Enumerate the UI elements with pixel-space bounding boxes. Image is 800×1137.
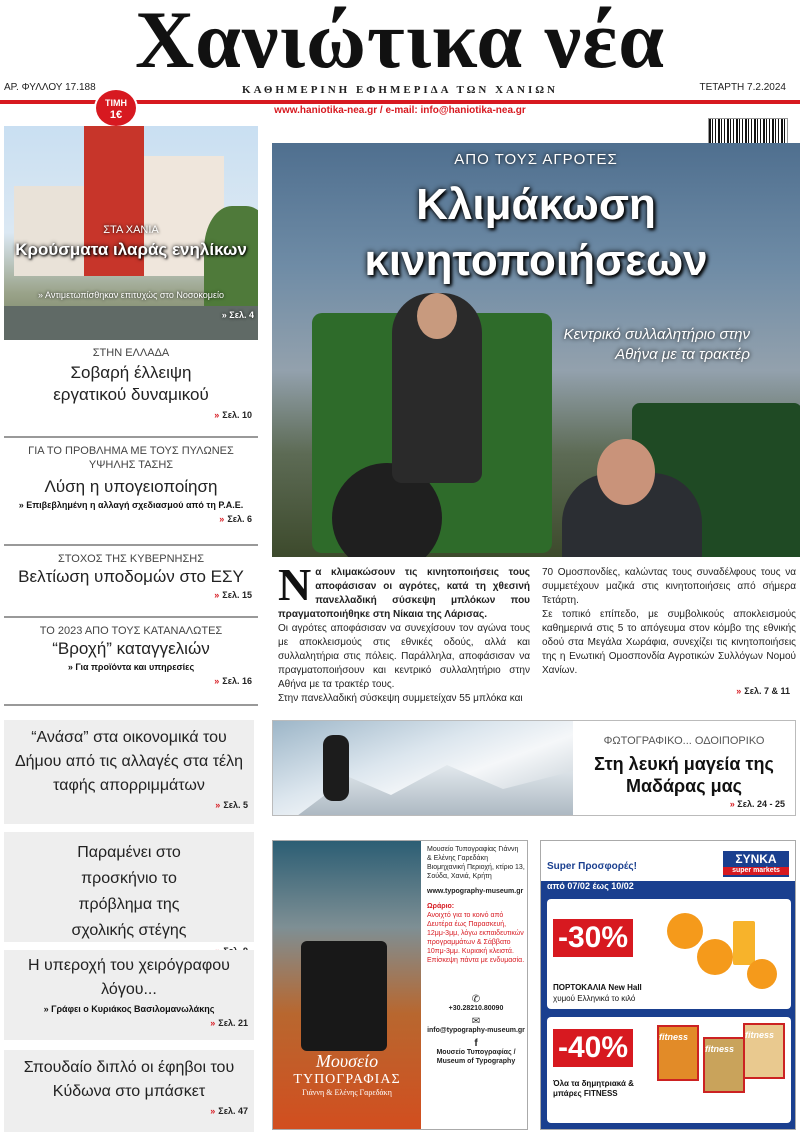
drop-cap: Ν xyxy=(278,559,312,610)
story-page: » Σελ. 6 xyxy=(219,514,252,524)
orange-shape xyxy=(747,959,777,989)
story-headline: “Βροχή” καταγγελιών xyxy=(52,639,210,658)
juice-glass-shape xyxy=(733,921,755,965)
story-kicker: ΣΤΗΝ ΕΛΛΑΔΑ xyxy=(92,347,170,359)
hours-title: Ωράριο: xyxy=(427,903,455,910)
printing-press-shape xyxy=(301,941,387,1051)
issue-date: ΤΕΤΑΡΤΗ 7.2.2024 xyxy=(699,82,786,93)
story-kicker: ΤΟ 2023 ΑΠΟ ΤΟΥΣ ΚΑΤΑΝΑΛΩΤΕΣ xyxy=(39,625,223,637)
story-headline: Λύση η υπογειοποίηση xyxy=(44,477,218,496)
story-sub: » Γράφει ο Κυριάκος Βασιλομανωλάκης xyxy=(43,1004,215,1014)
main-side-caption: Κεντρικό συλλαλητήριο στην Αθήνα με τα τρακτέρ xyxy=(563,326,750,363)
offer-text: ΠΟΡΤΟΚΑΛΙΑ New Hall xyxy=(553,983,642,992)
story-page: » Σελ. 21 xyxy=(210,1018,248,1028)
price-value: 1€ xyxy=(109,109,123,121)
story-page: » Σελ. 4 xyxy=(221,310,254,320)
story-page: » Σελ. 10 xyxy=(214,410,252,420)
article-paragraph: Σε τοπικό επίπεδο, με συμβολικούς αποκλεισμούς καθημερινά στις 5 το απόγευμα στον κόμβο της εθνικής οδού στα Μεγάλα Χωράφια, συνεχίζει τις κινητοποιήσεις της η Ενωτική Ομοσπονδία Αγροτικών Συλλόγων Νομού Χανίων. xyxy=(542,609,796,676)
mail-icon: ✉ xyxy=(471,1016,481,1027)
main-article-col2 xyxy=(542,566,796,698)
story-pylons[interactable] xyxy=(4,444,258,546)
museum-logo xyxy=(273,1051,421,1097)
cereal-box: fitness xyxy=(657,1025,699,1081)
main-story-photo[interactable] xyxy=(272,143,800,557)
museum-website[interactable]: www.typography-museum.gr xyxy=(427,888,524,895)
main-article-col1 xyxy=(278,559,530,706)
offer-oranges[interactable] xyxy=(547,899,791,1009)
offer-text: Όλα τα δημητριακά & μπάρες FITNESS xyxy=(553,1079,634,1098)
museum-hours: Ανοιχτό για το κοινό από Δευτέρα έως Παρασκευή, 12μμ-3μμ, λόγω εκπαιδευτικών προγραμμάτων & Σάββατο 10πμ-3μμ. Κυριακή κλειστά. Επίσκεψη πάντα με ενδυμασία. xyxy=(427,912,525,964)
story-page[interactable]: » Σελ. 7 & 11 xyxy=(736,686,790,696)
story-headline: Κρούσματα ιλαράς ενηλίκων xyxy=(15,240,247,259)
farmer-face xyxy=(597,439,655,505)
story-sub: » Επιβεβλημένη η αλλαγή σχεδιασμού από τη Ρ.Α.Ε. xyxy=(18,500,244,510)
story-headline: Παραμένει στο προσκήνιο το πρόβλημα της σχολικής στέγης xyxy=(71,844,187,939)
story-headline: Η υπεροχή του χειρόγραφου λόγου... xyxy=(28,957,230,998)
story-kicker: ΣΤΟΧΟΣ ΤΗΣ ΚΥΒΕΡΝΗΣΗΣ xyxy=(57,553,205,565)
story-headline: Σπουδαίο διπλό οι έφηβοι του Κύδωνα στο μπάσκετ xyxy=(23,1059,235,1100)
cereal-box: fitness xyxy=(703,1037,745,1093)
main-kicker: ΑΠΟ ΤΟΥΣ ΑΓΡΟΤΕΣ xyxy=(454,151,618,168)
story-handwriting[interactable] xyxy=(4,950,254,1040)
story-school-housing[interactable] xyxy=(4,832,254,942)
museum-address: Μουσείο Τυπογραφίας Γιάννη & Ελένης Γαρεδάκη Βιομηχανική Περιοχή, κτίριο 13, Σούδα, Χανιά, Κρήτη xyxy=(427,846,525,880)
story-headline: “Ανάσα” στα οικονομικά του Δήμου από τις αλλαγές στα τέλη ταφής απορριμμάτων xyxy=(14,729,244,794)
madara-feature[interactable] xyxy=(272,720,796,816)
article-paragraph: Οι αγρότες αποφάσισαν να συνεχίσουν τον αγώνα τους με αποκλεισμούς στις εθνικές οδούς, αλλά και συλλαλητήρια στις πόλεις. Παράλληλα, αποφάσισαν να πραγματοποιήσουν και κεντρικό συλλαλητήριο στην Αθήνα με τα τρακτέρ τους. xyxy=(278,623,530,690)
story-basketball[interactable] xyxy=(4,1050,254,1132)
price-badge xyxy=(94,88,138,128)
story-page: » Σελ. 5 xyxy=(215,800,248,810)
discount-badge: -40% xyxy=(553,1029,633,1067)
story-page: » Σελ. 15 xyxy=(214,590,252,600)
story-page: » Σελ. 16 xyxy=(214,676,252,686)
story-page: » Σελ. 47 xyxy=(210,1106,248,1116)
synka-logo xyxy=(723,851,789,877)
museum-logo-line: Μουσείο xyxy=(315,1051,379,1071)
story-esy[interactable] xyxy=(4,552,258,618)
ad-title: Super Προσφορές! xyxy=(547,861,637,872)
brand-sub: super markets xyxy=(723,867,789,875)
story-kicker: ΓΙΑ ΤΟ ΠΡΟΒΛΗΜΑ ΜΕ ΤΟΥΣ ΠΥΛΩΝΕΣ ΥΨΗΛΗΣ ΤΑΣΗΣ xyxy=(28,445,234,471)
article-paragraph: 70 Ομοσπονδίες, καλώντας τους συναδέλφους τους να συμμετέχουν μαζικά στις κινητοποιήσεις από σήμερα Τετάρτη. xyxy=(542,567,796,606)
facebook-icon: f xyxy=(474,1038,478,1049)
article-lead: α κλιμακώσουν τις κινητοποιήσεις τους αποφάσισαν οι αγρότες, κατά τη χθεσινή πανελλαδική σύσκεψη μπλόκων που πραγματοποιήθηκε στη Νίκαια της Λάρισας. xyxy=(278,567,530,620)
offer-sub: χυμού Ελληνικά το κιλό xyxy=(553,994,636,1003)
phone-icon: ✆ xyxy=(471,994,481,1005)
story-sub: » Αντιμετωπίσθηκαν επιτυχώς στο Νοσοκομείο xyxy=(38,290,224,300)
story-complaints[interactable] xyxy=(4,624,258,706)
story-labour-shortage[interactable] xyxy=(4,346,258,438)
museum-phone[interactable]: +30.28210.80090 xyxy=(448,1005,504,1012)
hiker-figure xyxy=(323,735,349,801)
newspaper-subtitle: ΚΑΘΗΜΕΡΙΝΗ ΕΦΗΜΕΡΙΔΑ ΤΩΝ ΧΑΝΙΩΝ xyxy=(242,84,558,96)
farmer-face xyxy=(417,293,457,339)
hospital-photo-story[interactable] xyxy=(4,126,258,340)
story-kicker: ΣΤΑ ΧΑΝΙΑ xyxy=(103,224,159,236)
museum-logo-line: Γιάννη & Ελένης Γαρεδάκη xyxy=(302,1088,392,1097)
museum-logo-line: ΤΥΠΟΓΡΑΦΙΑΣ xyxy=(293,1072,401,1087)
parking-shape xyxy=(4,306,258,340)
offer-fitness[interactable] xyxy=(547,1017,791,1123)
article-paragraph: Στην πανελλαδική σύσκεψη συμμετείχαν 55 μπλόκα και xyxy=(278,693,523,704)
feature-headline: Στη λευκή μαγεία της Μαδάρας μας xyxy=(594,754,774,796)
issue-number: ΑΡ. ΦΥΛΛΟΥ 17.188 xyxy=(4,82,96,93)
contact-line[interactable]: www.haniotika-nea.gr / e-mail: info@haniotika-nea.gr xyxy=(274,105,526,116)
feature-kicker: ΦΩΤΟΓΡΑΦΙΚΟ... ΟΔΟΙΠΟΡΙΚΟ xyxy=(603,735,765,747)
story-headline: Σοβαρή έλλειψη εργατικού δυναμικού xyxy=(53,363,209,404)
museum-social[interactable]: Μουσείο Τυπογραφίας / Museum of Typography xyxy=(436,1049,516,1065)
orange-shape xyxy=(697,939,733,975)
museum-info xyxy=(427,845,525,1066)
story-headline: Βελτίωση υποδομών στο ΕΣΥ xyxy=(18,567,244,586)
price-label: ΤΙΜΗ xyxy=(105,98,127,108)
museum-email[interactable]: info@typography-museum.gr xyxy=(427,1027,525,1034)
museum-ad[interactable] xyxy=(272,840,528,1130)
newspaper-title: Χανιώτικα νέα xyxy=(134,0,666,85)
orange-shape xyxy=(667,913,703,949)
brand-name: ΣΥΝΚΑ xyxy=(735,852,777,866)
story-page: » Σελ. 24 - 25 xyxy=(729,799,785,809)
discount-badge: -30% xyxy=(553,919,633,957)
supermarket-ad[interactable] xyxy=(540,840,796,1130)
story-sub: » Για προϊόντα και υπηρεσίες xyxy=(67,662,195,672)
story-waste-fees[interactable] xyxy=(4,720,254,824)
main-headline: Κλιμάκωση κινητοποιήσεων xyxy=(364,180,708,285)
offer-dates: από 07/02 έως 10/02 xyxy=(547,881,634,891)
cereal-box: fitness xyxy=(743,1023,785,1079)
